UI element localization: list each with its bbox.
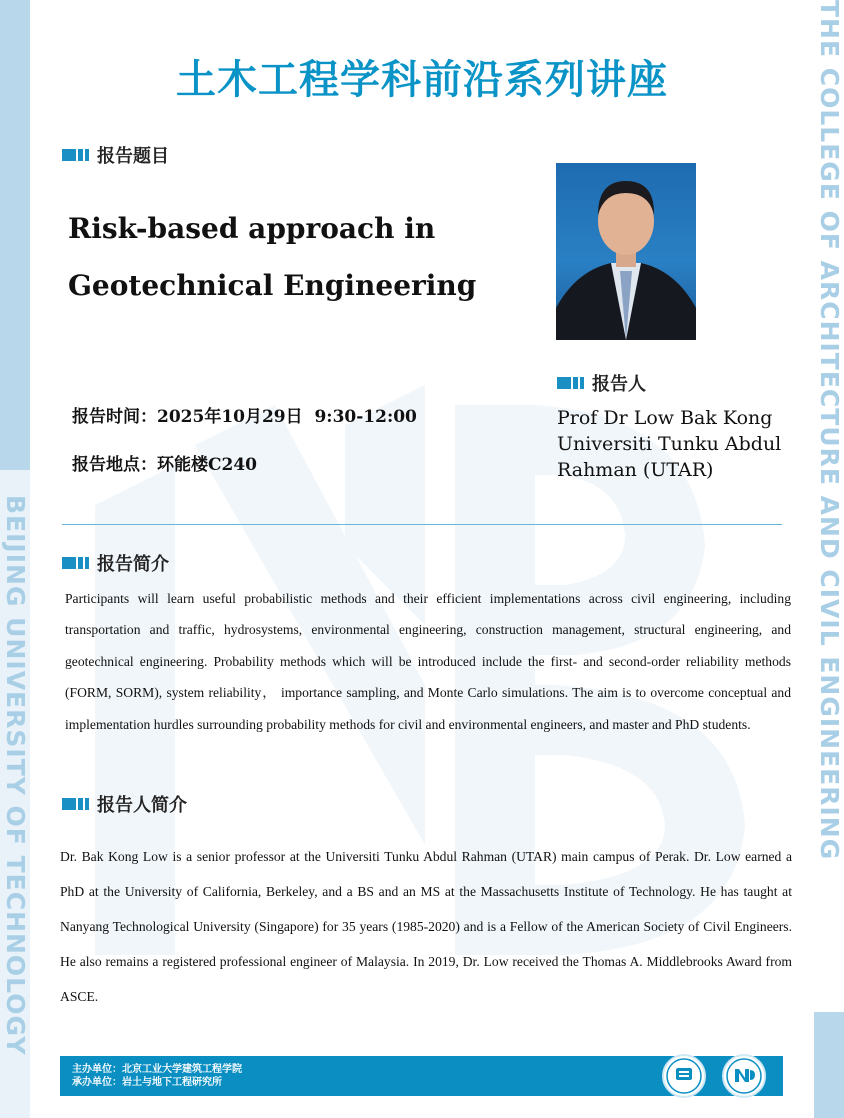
talk-time-label: 报告时间： [72,407,157,427]
talk-time-value: 2025年10月29日 9:30-12:00 [157,407,417,427]
talk-place-label: 报告地点： [72,455,157,475]
section-heading-topic [62,142,169,168]
footer-host: 主办单位：北京工业大学建筑工程学院 [72,1064,242,1075]
footer-organizers [72,1063,242,1089]
talk-place-value: 环能楼C240 [157,455,258,475]
talk-time [72,402,417,427]
right-vertical-college-text: THE COLLEGE OF ARCHITECTURE AND CIVIL ENGINEERING [815,0,844,861]
speaker-photo [556,163,696,340]
talk-place [72,450,257,475]
speaker-name: Prof Dr Low Bak Kong [557,407,773,429]
section-divider [62,524,782,525]
section-heading-abstract-label: 报告简介 [97,554,169,575]
section-marker-icon [62,798,91,810]
speaker-affiliation-line1: Universiti Tunku Abdul [557,433,782,455]
abstract-text: Participants will learn useful probabilistic methods and their efficient implementations across civil engineering, including transportation and traffic, hydrosystems, environmental engineering, construction management, structural engineering, and geotechnical engineering. Probability methods which will be introduced include the first- and second-order reliability methods (FORM, SORM), system reliability， importance sampling, and Monte Carlo simulations. The aim is to overcome conceptual and implementation hurdles surrounding probability methods for civil and environmental engineers, and master and PhD students. [65,591,791,732]
footer-organizer: 承办单位：岩土与地下工程研究所 [72,1077,222,1088]
talk-title [68,200,538,314]
university-logo-icon [662,1054,706,1098]
left-vertical-university-text: BEIJING UNIVERSITY OF TECHNOLOGY [1,495,30,1056]
speaker-info [557,405,797,483]
section-heading-topic-label: 报告题目 [97,146,169,167]
right-band-bar [814,1012,844,1118]
section-marker-icon [557,377,586,389]
speaker-affiliation-line2: Rahman (UTAR) [557,459,714,481]
bio-text: Dr. Bak Kong Low is a senior professor at the Universiti Tunku Abdul Rahman (UTAR) main campus of Perak. Dr. Low earned a PhD at the University of California, Berkeley, and a BS and an MS at the Massachusetts Institute of Technology. He has taught at Nanyang Technological University (Singapore) for 35 years (1985-2020) and is a Fellow of the American Society of Civil Engineers. He also remains a registered professional engineer of Malaysia. In 2019, Dr. Low received the Thomas A. Middlebrooks Award from ASCE. [60,849,792,1004]
speaker-portrait-icon [556,163,696,340]
section-heading-bio-label: 报告人简介 [97,795,187,816]
talk-title-line2: Geotechnical Engineering [68,269,477,302]
section-heading-speaker-label: 报告人 [592,374,646,395]
page-title: 土木工程学科前沿系列讲座 [176,57,668,103]
college-logo-icon [722,1054,766,1098]
section-heading-bio [62,791,187,817]
talk-title-line1: Risk-based approach in [68,212,436,245]
section-marker-icon [62,149,91,161]
footer-bar [60,1056,783,1096]
section-heading-abstract [62,550,169,576]
section-heading-speaker [557,370,646,396]
section-marker-icon [62,557,91,569]
